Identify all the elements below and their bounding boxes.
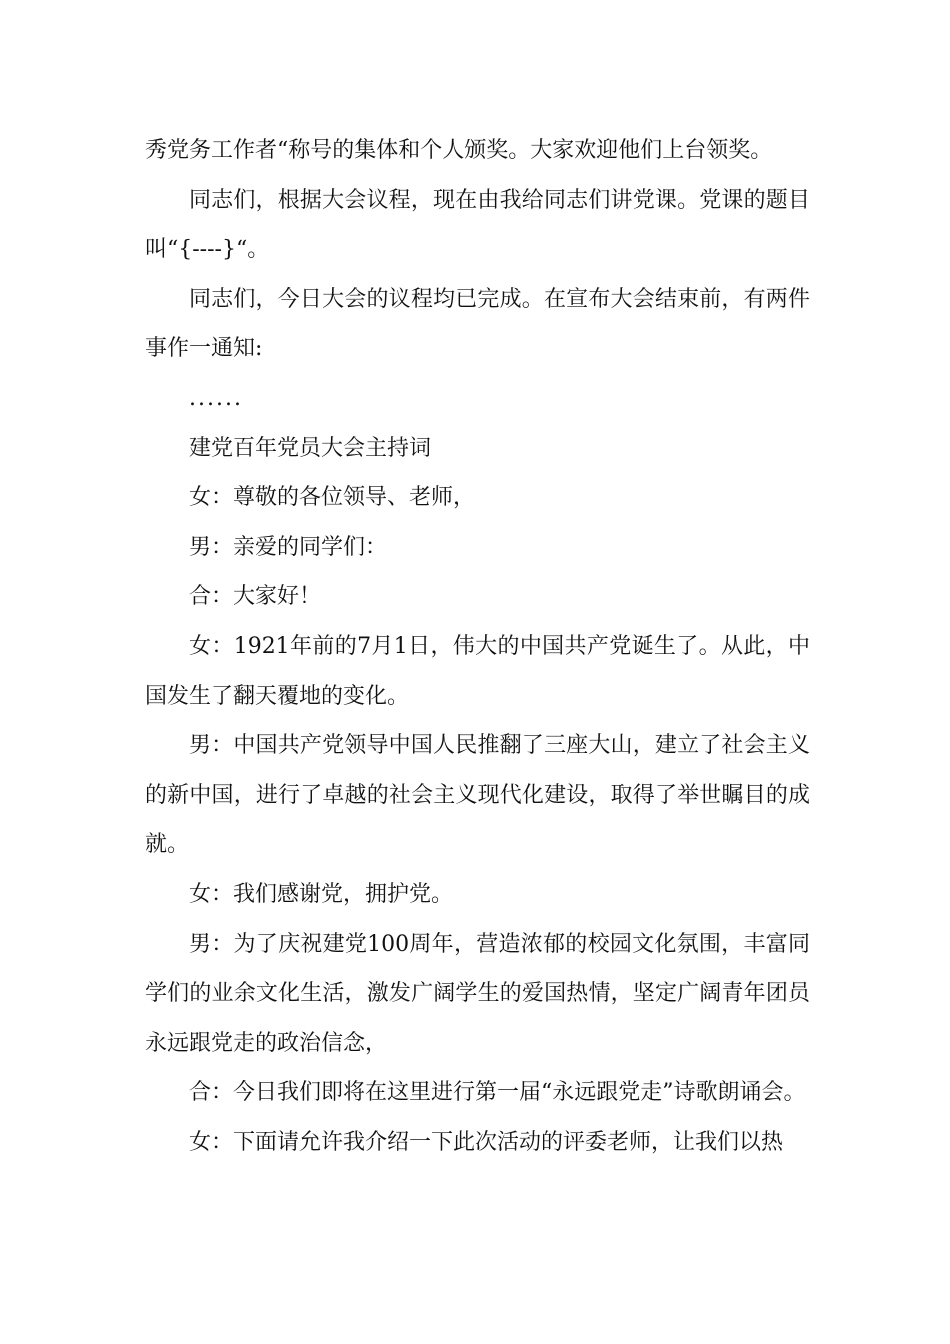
document-body	[145, 126, 810, 1167]
paragraph-agenda-complete: 同志们，今日大会的议程均已完成。在宣布大会结束前，有两件事作一通知:	[145, 286, 810, 362]
paragraph-party-lecture: 同志们，根据大会议程，现在由我给同志们讲党课。党课的题目叫“{----}“。	[145, 187, 810, 263]
paragraph-ellipsis: ......	[189, 385, 243, 411]
paragraph-female-greeting: 女：尊敬的各位领导、老师，	[189, 485, 476, 511]
paragraph-female-1921: 女：1921年前的7月1日，伟大的中国共产党诞生了。从此，中国发生了翻天覆地的变化。	[145, 633, 810, 709]
paragraph-male-centennial: 男：为了庆祝建党100周年，营造浓郁的校园文化氛围，丰富同学们的业余文化生活，激发广阔学生的爱国热情，坚定广阔青年团员永远跟党走的政治信念，	[145, 931, 810, 1056]
paragraph-female-judges: 女：下面请允许我介绍一下此次活动的评委老师，让我们以热	[189, 1129, 784, 1155]
section-title: 建党百年党员大会主持词	[189, 435, 432, 461]
paragraph-male-achievements: 男：中国共产党领导中国人民推翻了三座大山，建立了社会主义的新中国，进行了卓越的社会主义现代化建设，取得了举世瞩目的成就。	[145, 733, 810, 858]
paragraph-male-greeting: 男：亲爱的同学们：	[189, 534, 388, 560]
paragraph-together-recital: 合：今日我们即将在这里进行第一届“永远跟党走”诗歌朗诵会。	[189, 1080, 806, 1106]
paragraph-female-thanks: 女：我们感谢党，拥护党。	[189, 881, 454, 907]
paragraph-award-continuation: 秀党务工作者“称号的集体和个人颁奖。大家欢迎他们上台领奖。	[145, 138, 773, 163]
paragraph-together-greeting: 合：大家好！	[189, 584, 322, 610]
